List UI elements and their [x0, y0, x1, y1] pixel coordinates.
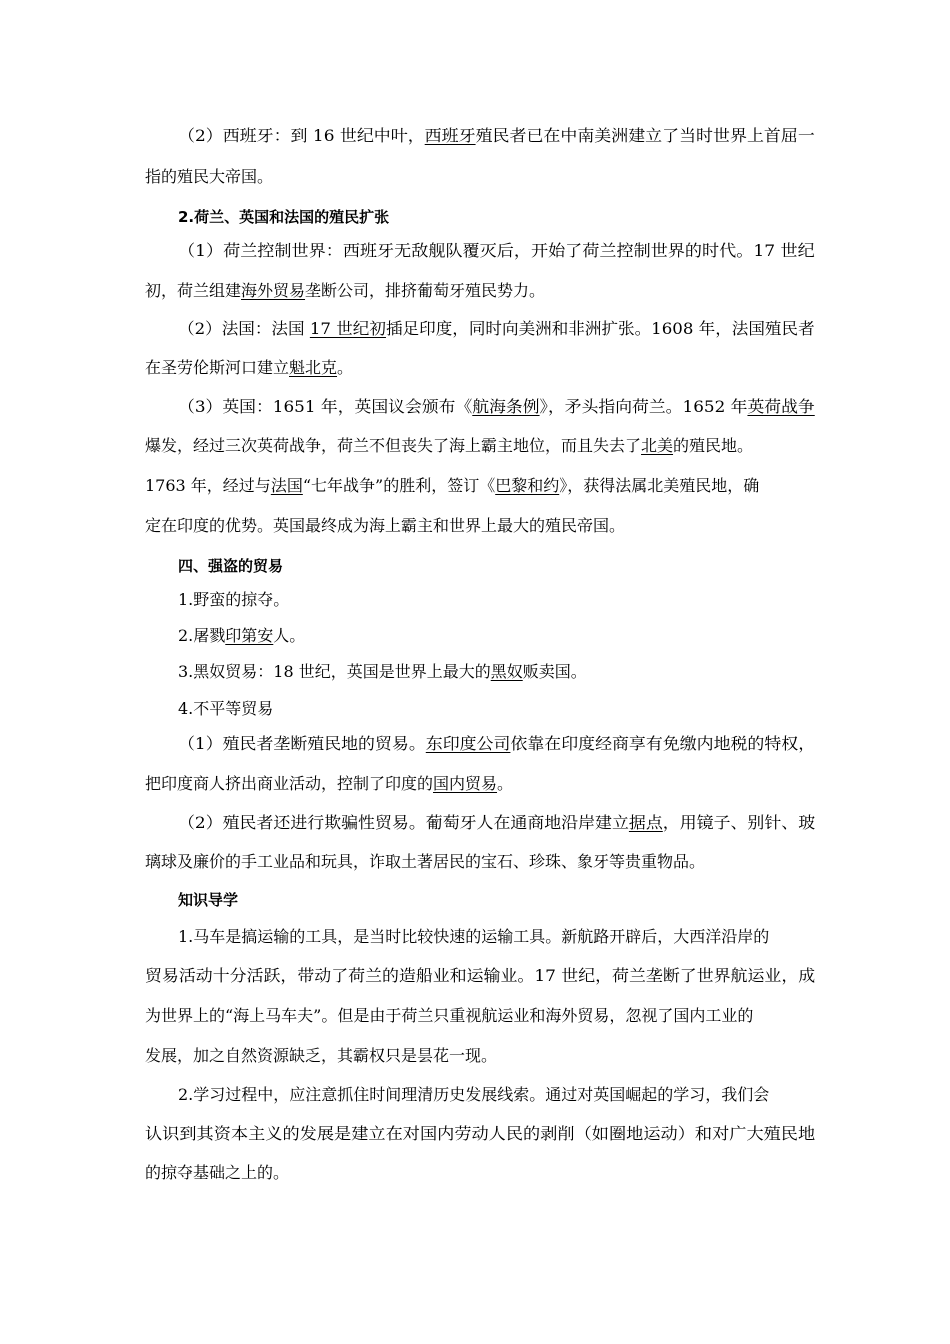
text-run: 贸易活动十分活跃，带动了荷兰的造船业和运输业。17 世纪，荷兰垄断了世界航运业，成	[145, 966, 816, 985]
underlined-term: 巴黎和约	[495, 476, 560, 495]
text-run: 把印度商人挤出商业活动，控制了印度的	[145, 774, 434, 793]
underlined-term: 海外贸易	[241, 281, 306, 300]
text-run: （2）西班牙：到 16 世纪中叶，	[178, 126, 425, 145]
text-run: 在圣劳伦斯河口建立	[145, 358, 290, 377]
text-run: 的殖民地。	[673, 436, 754, 455]
text-run: （1）殖民者垄断殖民地的贸易。	[178, 734, 426, 753]
text-run: 的掠夺基础之上的。	[145, 1163, 290, 1182]
paragraph-monopoly-line-2	[145, 773, 513, 795]
paragraph-netherlands-line-2	[145, 280, 545, 302]
underlined-term: 据点	[628, 813, 663, 832]
text-run: 插足印度，同时向美洲和非洲扩张。1608 年，法国殖民者	[385, 319, 815, 338]
text-run: 1.马车是搞运输的工具，是当时比较快速的运输工具。新航路开辟后，大西洋沿岸的	[178, 927, 770, 946]
text-run: 为世界上的“海上马车夫”。但是由于荷兰只重视航运业和海外贸易，忽视了国内工业的	[145, 1006, 754, 1025]
paragraph-guide1-line-3	[145, 1005, 753, 1027]
paragraph-monopoly-line-1	[178, 733, 815, 755]
underlined-term: 北美	[641, 436, 674, 455]
text-run: 依靠在印度经商享有免缴内地税的特权，	[510, 734, 816, 753]
underlined-term: 西班牙	[424, 126, 476, 145]
list-item-2	[178, 625, 305, 647]
text-run: 璃球及廉价的手工业品和玩具，诈取土著居民的宝石、珍珠、象牙等贵重物品。	[145, 852, 706, 871]
text-run: 指的殖民大帝国。	[145, 167, 274, 186]
text-run: （1）荷兰控制世界：西班牙无敌舰队覆灭后，开始了荷兰控制世界的时代。17 世纪	[178, 241, 815, 260]
text-run: 垄断公司，排挤葡萄牙殖民势力。	[305, 281, 546, 300]
underlined-term: 法国	[270, 476, 303, 495]
paragraph-guide2-line-2	[145, 1123, 815, 1145]
paragraph-france-line-2	[145, 357, 353, 379]
paragraph-spain-line-1	[178, 125, 815, 147]
section-heading-4	[178, 555, 283, 577]
text-run: 贩卖国。	[522, 662, 587, 681]
text-run: 初，荷兰组建	[145, 281, 242, 300]
section-heading-2	[178, 206, 389, 228]
text-run: 2.屠戮	[178, 626, 226, 645]
list-item-3	[178, 661, 587, 683]
underlined-term: 魁北克	[289, 358, 338, 377]
heading-text: 2.荷兰、英国和法国的殖民扩张	[178, 208, 390, 226]
paragraph-guide2-line-3	[145, 1162, 289, 1184]
text-run: 1.野蛮的掠夺。	[178, 590, 290, 609]
underlined-term: 国内贸易	[433, 774, 498, 793]
paragraph-france-line-1	[178, 318, 815, 340]
underlined-term: 17 世纪初	[309, 319, 386, 338]
text-run: “七年战争”的胜利，签订《	[302, 476, 496, 495]
section-heading-guide	[178, 889, 238, 911]
text-run: 认识到其资本主义的发展是建立在对国内劳动人民的剥削（如圈地运动）和对广大殖民地	[145, 1124, 816, 1143]
heading-text: 四、强盗的贸易	[178, 557, 284, 575]
list-item-4	[178, 698, 273, 720]
paragraph-guide1-line-4	[145, 1045, 497, 1067]
text-run: （3）英国：1651 年，英国议会颁布《	[178, 397, 473, 416]
paragraph-guide1-line-1	[178, 926, 769, 948]
text-run: 1763 年，经过与	[145, 476, 271, 495]
text-run: 2.学习过程中，应注意抓住时间理清历史发展线索。通过对英国崛起的学习，我们会	[178, 1085, 770, 1104]
paragraph-england-line-3	[145, 475, 759, 497]
underlined-term: 英荷战争	[747, 397, 815, 416]
paragraph-england-line-2	[145, 435, 753, 457]
text-run: （2）殖民者还进行欺骗性贸易。葡萄牙人在通商地沿岸建立	[178, 813, 629, 832]
text-run: 。	[337, 358, 354, 377]
text-run: 。	[497, 774, 514, 793]
paragraph-england-line-1	[178, 396, 815, 418]
underlined-term: 印第安	[225, 626, 274, 645]
text-run: 殖民者已在中南美洲建立了当时世界上首屈一	[475, 126, 815, 145]
heading-text: 知识导学	[178, 891, 239, 909]
underlined-term: 黑奴	[490, 662, 523, 681]
text-run: 》，矛头指向荷兰。1652 年	[539, 397, 748, 416]
paragraph-deceptive-line-2	[145, 851, 705, 873]
paragraph-england-line-4	[145, 515, 625, 537]
text-run: 定在印度的优势。英国最终成为海上霸主和世界上最大的殖民帝国。	[145, 516, 626, 535]
underlined-term: 东印度公司	[425, 734, 511, 753]
text-run: 4.不平等贸易	[178, 699, 274, 718]
text-run: 发展，加之自然资源缺乏，其霸权只是昙花一现。	[145, 1046, 498, 1065]
text-run: 》，获得法属北美殖民地，确	[559, 476, 760, 495]
text-run: 人。	[273, 626, 306, 645]
paragraph-deceptive-line-1	[178, 812, 815, 834]
text-run: 爆发，经过三次英荷战争，荷兰不但丧失了海上霸主地位，而且失去了	[145, 436, 642, 455]
text-run: （2）法国：法国	[178, 319, 310, 338]
paragraph-guide1-line-2	[145, 965, 815, 987]
paragraph-guide2-line-1	[178, 1084, 769, 1106]
list-item-1	[178, 589, 289, 611]
text-run: 3.黑奴贸易：18 世纪，英国是世界上最大的	[178, 662, 491, 681]
paragraph-spain-line-2	[145, 166, 273, 188]
paragraph-netherlands-line-1	[178, 240, 815, 262]
text-run: ，用镜子、别针、玻	[662, 813, 816, 832]
underlined-term: 航海条例	[472, 397, 540, 416]
